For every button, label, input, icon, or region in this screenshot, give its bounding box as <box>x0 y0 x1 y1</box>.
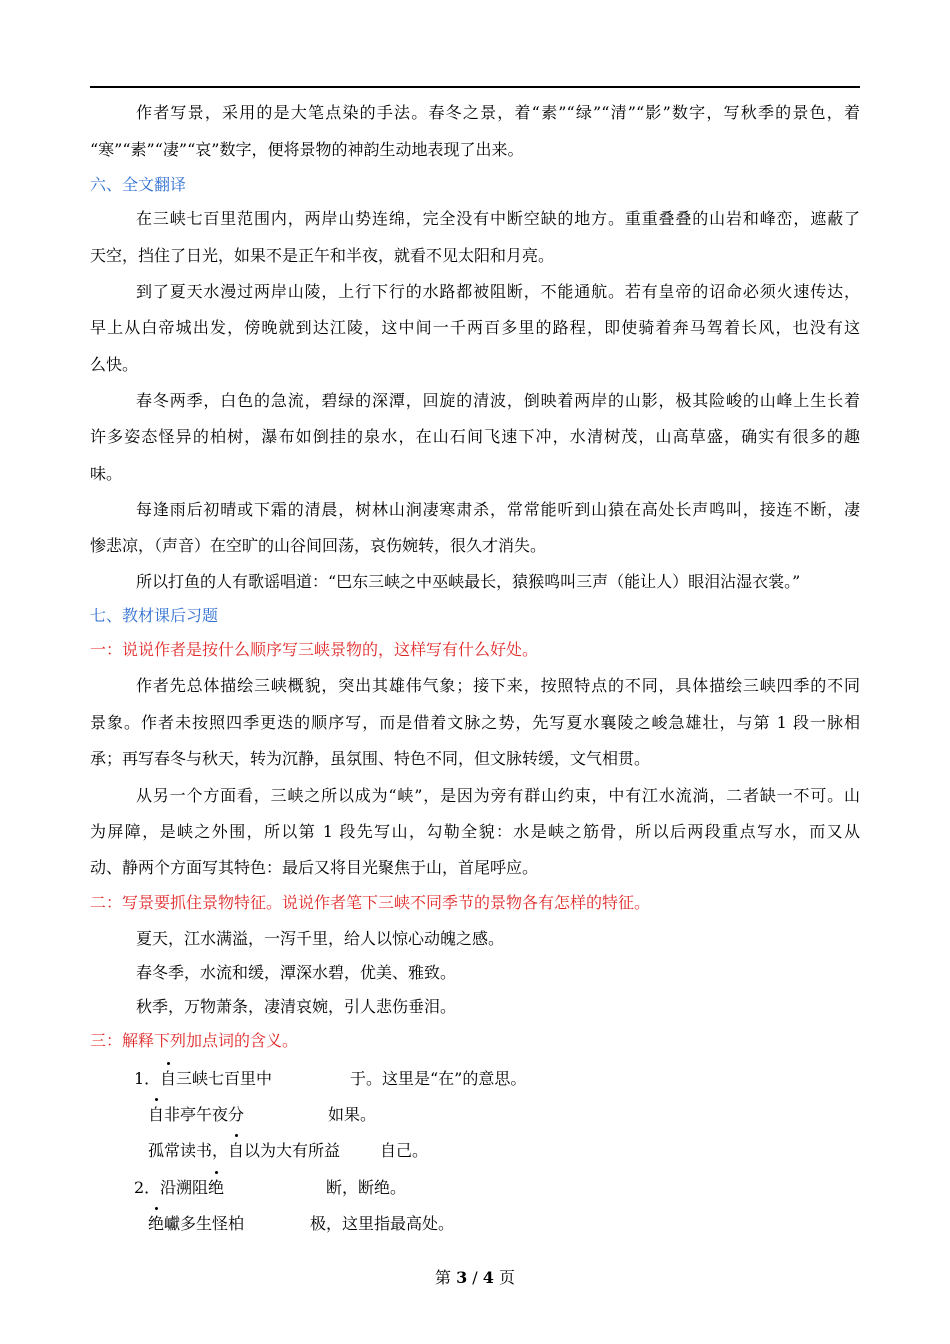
summary-line-1: 作者写景，采用的是大笔点染的手法。春冬之景，着“素”“绿”“清”“影”数字，写秋季的景色，着 <box>136 103 860 122</box>
question-3: 三：解释下列加点词的含义。 <box>90 1031 299 1050</box>
answer-1-p1-line-2: 景象。作者未按照四季更迭的顺序写，而是借着文脉之势，先写夏水襄陵之峻急雄壮，与第 1 段一脉相 <box>90 713 860 732</box>
trans-p3-line-3: 味。 <box>90 464 123 483</box>
answer-1-p1-line-3: 承；再写春冬与秋天，转为沉静，虽氛围、特色不同，但文脉转缓，文气相贯。 <box>90 749 651 768</box>
word-meaning: 极，这里指最高处。 <box>310 1214 455 1233</box>
trans-p2-line-2: 早上从白帝城出发，傍晚就到达江陵，这中间一千两百多里的路程，即使骑着奔马驾着长风，也没有这 <box>90 318 860 337</box>
answer-1-p2-line-3: 动、静两个方面写其特色：最后又将目光聚焦于山，首尾呼应。 <box>90 858 539 877</box>
footer-separator: / <box>467 1268 483 1287</box>
page-footer <box>0 1268 950 1288</box>
answer-2-summer: 夏天，江水满溢，一泻千里，给人以惊心动魄之感。 <box>136 929 505 948</box>
word-suffix: 以为大有所益 <box>244 1141 341 1160</box>
answer-2-autumn: 秋季，万物萧条，凄清哀婉，引人悲伤垂泪。 <box>136 997 457 1016</box>
dotted-word: 自 <box>148 1105 165 1124</box>
summary-line-2: “寒”“素”“凄”“哀”数字，便将景物的神韵生动地表现了出来。 <box>90 140 524 159</box>
word-suffix: 三峡七百里中 <box>176 1069 273 1088</box>
trans-p2-line-3: 么快。 <box>90 355 139 374</box>
word-item-4 <box>90 1178 860 1198</box>
word-suffix: 非亭午夜分 <box>164 1105 245 1124</box>
word-item-5 <box>90 1214 860 1234</box>
word-meaning: 于。这里是“在”的意思。 <box>350 1069 527 1088</box>
question-2: 二：写景要抓住景物特征。说说作者笔下三峡不同季节的景物各有怎样的特征。 <box>90 893 651 912</box>
word-meaning: 断，断绝。 <box>326 1178 407 1197</box>
answer-1-p1-line-1: 作者先总体描绘三峡概貌，突出其雄伟气象；接下来，按照特点的不同，具体描绘三峡四季的不同 <box>136 676 860 695</box>
trans-p4-line-1: 每逢雨后初晴或下霜的清晨，树林山涧凄寒肃杀，常常能听到山猿在高处长声鸣叫，接连不断，凄 <box>136 500 860 519</box>
answer-2-spring-winter: 春冬季，水流和缓，潭深水碧，优美、雅致。 <box>136 963 457 982</box>
word-item-2 <box>90 1105 860 1125</box>
dotted-word: 绝 <box>148 1214 165 1233</box>
dotted-word: 自 <box>160 1069 177 1088</box>
word-item-number: 2． <box>134 1178 161 1197</box>
trans-p1-line-1: 在三峡七百里范围内，两岸山势连绵，完全没有中断空缺的地方。重重叠叠的山岩和峰峦，遮蔽了 <box>136 209 860 228</box>
word-prefix: 沿溯阻 <box>160 1178 209 1197</box>
word-item-number: 1． <box>134 1069 161 1088</box>
word-item-1 <box>90 1069 860 1089</box>
word-suffix: 巘多生怪柏 <box>164 1214 245 1233</box>
answer-1-p2-line-2: 为屏障，是峡之外围，所以第 1 段先写山，勾勒全貌：水是峡之筋骨，所以后两段重点写水，而又从 <box>90 822 860 841</box>
section-6-heading: 六、全文翻译 <box>90 175 187 194</box>
header-rule <box>90 86 860 88</box>
trans-p3-line-1: 春冬两季，白色的急流，碧绿的深潭，回旋的清波，倒映着两岸的山影，极其险峻的山峰上生长着 <box>136 391 860 410</box>
trans-p2-line-1: 到了夏天水漫过两岸山陵，上行下行的水路都被阻断，不能通航。若有皇帝的诏命必须火速传达， <box>136 282 860 301</box>
total-pages: 4 <box>482 1268 494 1287</box>
word-meaning: 如果。 <box>328 1105 377 1124</box>
trans-p4-line-2: 惨悲凉，（声音）在空旷的山谷间回荡，哀伤婉转，很久才消失。 <box>90 536 547 555</box>
trans-p1-line-2: 天空，挡住了日光，如果不是正午和半夜，就看不见太阳和月亮。 <box>90 246 555 265</box>
answer-1-p2-line-1: 从另一个方面看，三峡之所以成为“峡”，是因为旁有群山约束，中有江水流淌，二者缺一不可。山 <box>136 786 860 805</box>
footer-prefix: 第 <box>434 1268 457 1287</box>
footer-suffix: 页 <box>493 1268 516 1287</box>
current-page: 3 <box>456 1268 468 1287</box>
trans-p5: 所以打鱼的人有歌谣唱道：“巴东三峡之中巫峡最长，猿猴鸣叫三声（能让人）眼泪沾湿衣裳。” <box>136 572 801 591</box>
word-item-3 <box>90 1141 860 1161</box>
section-7-heading: 七、教材课后习题 <box>90 606 219 625</box>
word-meaning: 自己。 <box>380 1141 429 1160</box>
question-1: 一：说说作者是按什么顺序写三峡景物的，这样写有什么好处。 <box>90 640 539 659</box>
dotted-word: 自 <box>228 1141 245 1160</box>
trans-p3-line-2: 许多姿态怪异的柏树，瀑布如倒挂的泉水，在山石间飞速下冲，水清树茂，山高草盛，确实有很多的趣 <box>90 427 860 446</box>
word-prefix: 孤常读书， <box>148 1141 229 1160</box>
dotted-word: 绝 <box>208 1178 225 1197</box>
